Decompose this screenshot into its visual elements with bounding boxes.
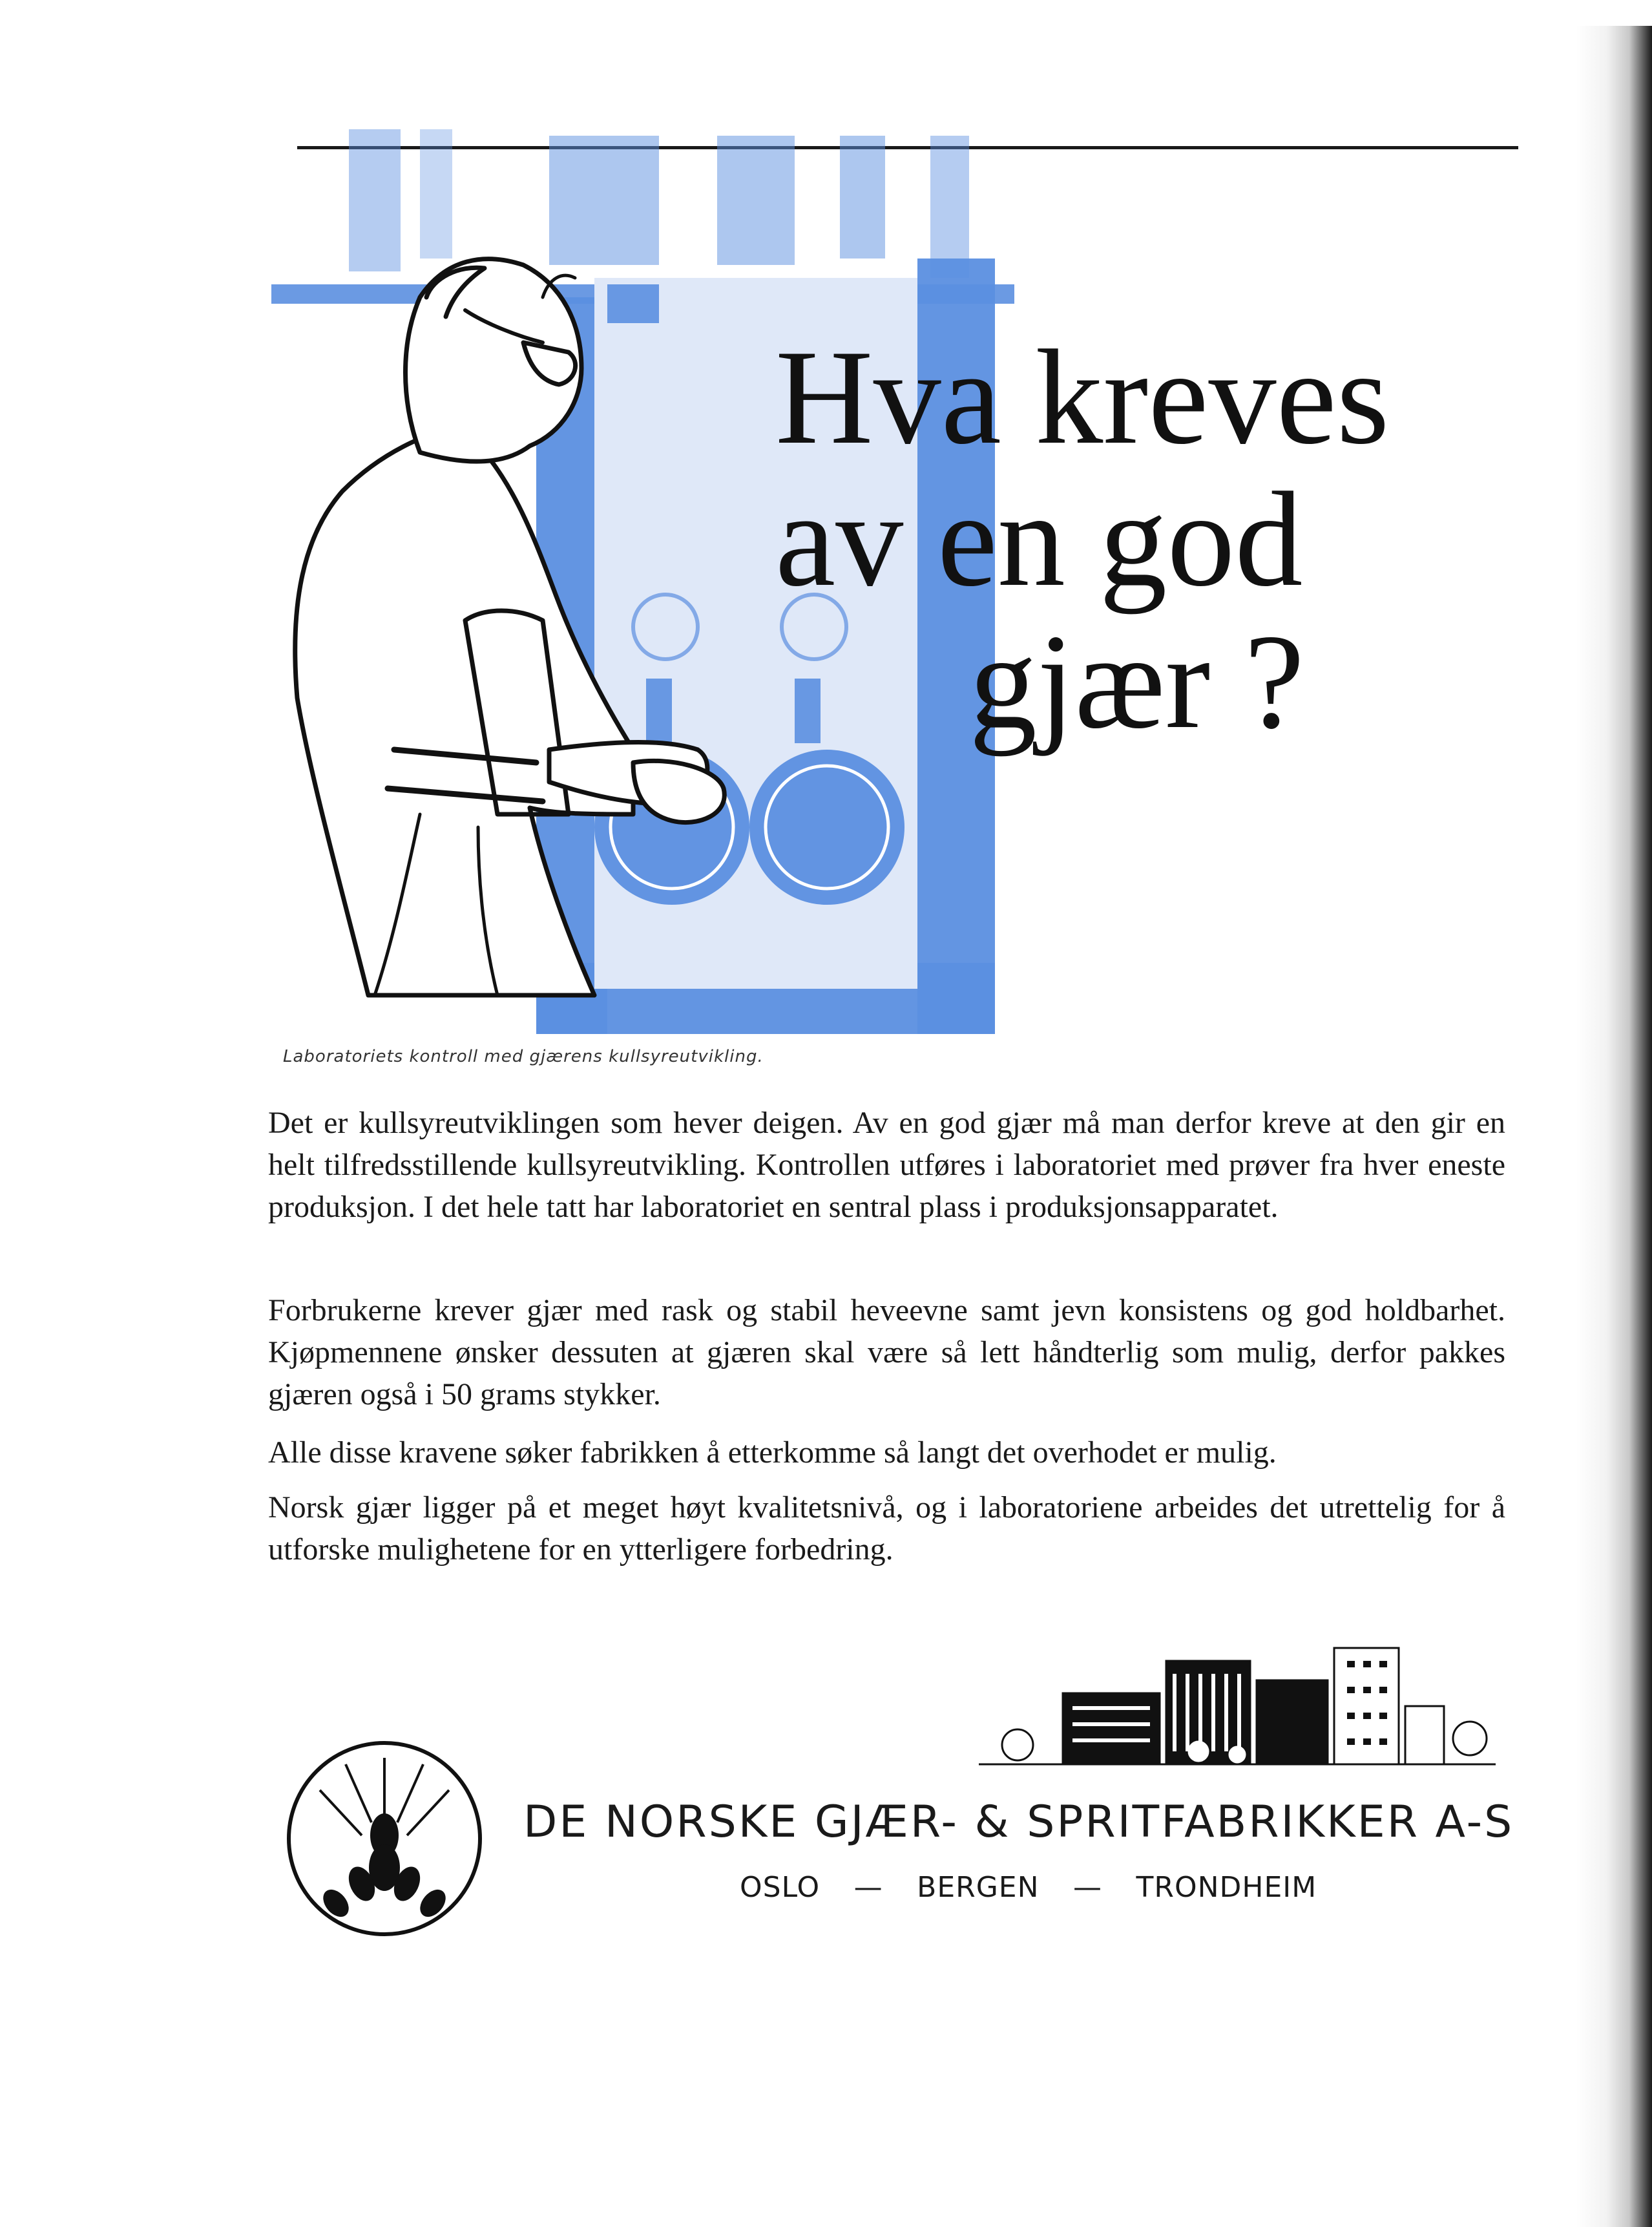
headline-line-2: av en god <box>775 465 1303 615</box>
illustration-caption: Laboratoriets kontroll med gjærens kullsyreutvikling. <box>283 1047 764 1066</box>
body-paragraph-3: Alle disse kravene søker fabrikken å etterkomme så langt det overhodet er mulig. <box>268 1435 1277 1470</box>
city-separator: — <box>1073 1871 1103 1904</box>
city-oslo: OSLO <box>740 1871 821 1904</box>
body-paragraph-2: Forbrukerne krever gjær med rask og stabil heveevne samt jevn konsistens og god holdbarhet. Kjøpmennene ønsker dessuten at gjæren skal være så lett håndterlig som mulig, derfor pakkes gjæren også i 50 grams stykker. <box>268 1293 1505 1411</box>
headline-line-1: Hva kreves <box>775 322 1390 472</box>
wheat-logo-icon <box>284 1738 485 1939</box>
city-separator: — <box>853 1871 883 1904</box>
body-paragraph-4: Norsk gjær ligger på et meget høyt kvalitetsnivå, og i laboratoriene arbeides det utrettelig for å utforske mulighetene for en ytterligere forbedring. <box>268 1490 1505 1567</box>
city-trondheim: TRONDHEIM <box>1136 1871 1317 1904</box>
city-bergen: BERGEN <box>917 1871 1040 1904</box>
headline-line-3: gjær ? <box>969 607 1305 757</box>
factory-buildings-icon <box>979 1635 1496 1790</box>
page-binding-edge <box>1576 26 1652 2227</box>
headline <box>775 322 1518 757</box>
body-paragraph-1: Det er kullsyreutviklingen som hever deigen. Av en god gjær må man derfor kreve at den gir en helt tilfredsstillende kullsyreutvikling. Kontrollen utføres i laboratoriet med prøver fra hver eneste produksjon. I det hele tatt har laboratoriet en sentral plass i produksjonsapparatet. <box>268 1106 1505 1224</box>
company-name: DE NORSKE GJÆR- & SPRITFABRIKKER A-S <box>523 1797 1514 1848</box>
city-list <box>740 1871 1317 1904</box>
